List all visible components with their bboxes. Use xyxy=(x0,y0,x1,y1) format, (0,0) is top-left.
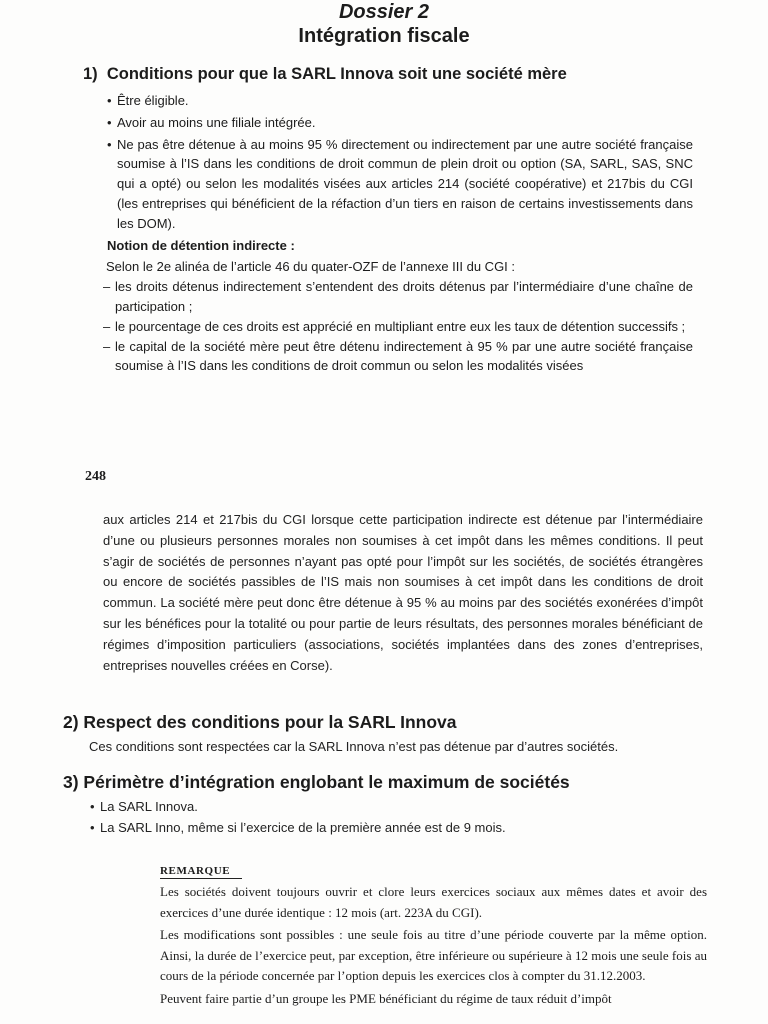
bullet-text: Ne pas être détenue à au moins 95 % directement ou indirectement par une autre société française soumise à l’IS dans les conditions de droit commun de plein droit ou option (SA, SARL, SAS, SNC qui a opté) ou selon les modalités visées aux articles 214 (société coopérative) et 217bis du CGI (les entreprises qui bénéficient de la réfaction d’un tiers en raison de certains investissements dans les DOM). xyxy=(117,136,693,231)
bullet-text: La SARL Innova. xyxy=(100,799,198,814)
document-title: Dossier 2 xyxy=(338,1,430,23)
dash-item xyxy=(103,337,693,377)
remark-heading: REMARQUE xyxy=(160,865,242,879)
dash-item xyxy=(103,277,693,317)
section-2-heading: 2) Respect des conditions pour la SARL Innova xyxy=(63,712,457,732)
bullet-text: Avoir au moins une filiale intégrée. xyxy=(117,114,316,130)
bullet-text: Être éligible. xyxy=(117,93,189,108)
bullet-item xyxy=(107,113,693,133)
bullet-icon: • xyxy=(107,93,112,108)
dash-item xyxy=(103,317,693,337)
bullet-item xyxy=(90,797,690,818)
bullet-icon: • xyxy=(90,799,95,814)
bullet-icon: • xyxy=(107,114,112,130)
remark-paragraph: Peuvent faire partie d’un groupe les PME bénéficiant du régime de taux réduit d’impôt xyxy=(160,990,612,1006)
remark-body xyxy=(160,882,707,1011)
page-number: 248 xyxy=(85,469,106,484)
section-3-list xyxy=(90,797,690,839)
bullet-item xyxy=(107,135,693,234)
dash-text: les droits détenus indirectement s’entendent des droits détenus par l’intermédiaire d’une chaîne de participation ; xyxy=(115,279,693,314)
bullet-icon: • xyxy=(90,819,95,835)
dash-icon: – xyxy=(103,279,111,295)
dash-text: le capital de la société mère peut être détenu indirectement à 95 % par une autre société française soumise à l’IS dans les conditions de droit commun ou selon les modalités visées xyxy=(115,338,693,374)
document-subtitle: Intégration fiscale xyxy=(298,25,470,47)
bullet-icon: • xyxy=(107,136,112,152)
bullet-text: La SARL Inno, même si l’exercice de la première année est de 9 mois. xyxy=(100,819,506,835)
intro-text: Selon le 2e alinéa de l’article 46 du quater-OZF de l’annexe III du CGI : xyxy=(106,259,516,275)
bullet-item xyxy=(107,91,693,111)
dash-text: le pourcentage de ces droits est apprécié en multipliant entre eux les taux de détention successifs ; xyxy=(115,318,686,334)
remark-paragraph: Les sociétés doivent toujours ouvrir et clore leurs exercices sociaux aux mêmes dates et avoir des exercices d’une durée identique : 12 mois (art. 223A du CGI). xyxy=(160,884,707,920)
section-3-heading: 3) Périmètre d’intégration englobant le maximum de sociétés xyxy=(63,772,570,792)
bullet-item xyxy=(90,818,690,839)
section-1-body xyxy=(103,91,693,376)
section-1-heading: 1) Conditions pour que la SARL Innova soit une société mère xyxy=(83,65,567,83)
subheading-indirect-holding: Notion de détention indirecte : xyxy=(107,237,295,253)
remark-paragraph: Les modifications sont possibles : une seule fois au titre d’une période couverte par la même option. Ainsi, la durée de l’exercice peut, par exception, être inférieure ou supérieure à 12 mois une seule fois au cours de la période concernée par l’option depuis les exercices clos à compter du 31.12.2003. xyxy=(160,927,707,983)
dash-icon: – xyxy=(103,338,111,354)
section-2-text: Ces conditions sont respectées car la SARL Innova n’est pas détenue par d’autres sociétés. xyxy=(89,739,619,754)
continuation-paragraph: aux articles 214 et 217bis du CGI lorsque cette participation indirecte est détenue par l’intermédiaire d’une ou plusieurs personnes morales non soumises à cet impôt dans les mêmes conditions. Il peut s’agir de sociétés de personnes n’ayant pas opté pour l’impôt sur les sociétés, de sociétés étrangères ou encore de sociétés passibles de l’IS mais non soumises à cet impôt dans les conditions de droit commun. La société mère peut donc être détenue à 95 % au moins par des sociétés exonérées d’impôt sur les bénéfices pour la totalité ou pour partie de leurs résultats, des personnes morales bénéficiant de régimes d’imposition particuliers (associations, sociétés implantées dans des zones d’entreprises, entreprises nouvelles créées en Corse). xyxy=(103,512,703,673)
dash-icon: – xyxy=(103,318,111,334)
